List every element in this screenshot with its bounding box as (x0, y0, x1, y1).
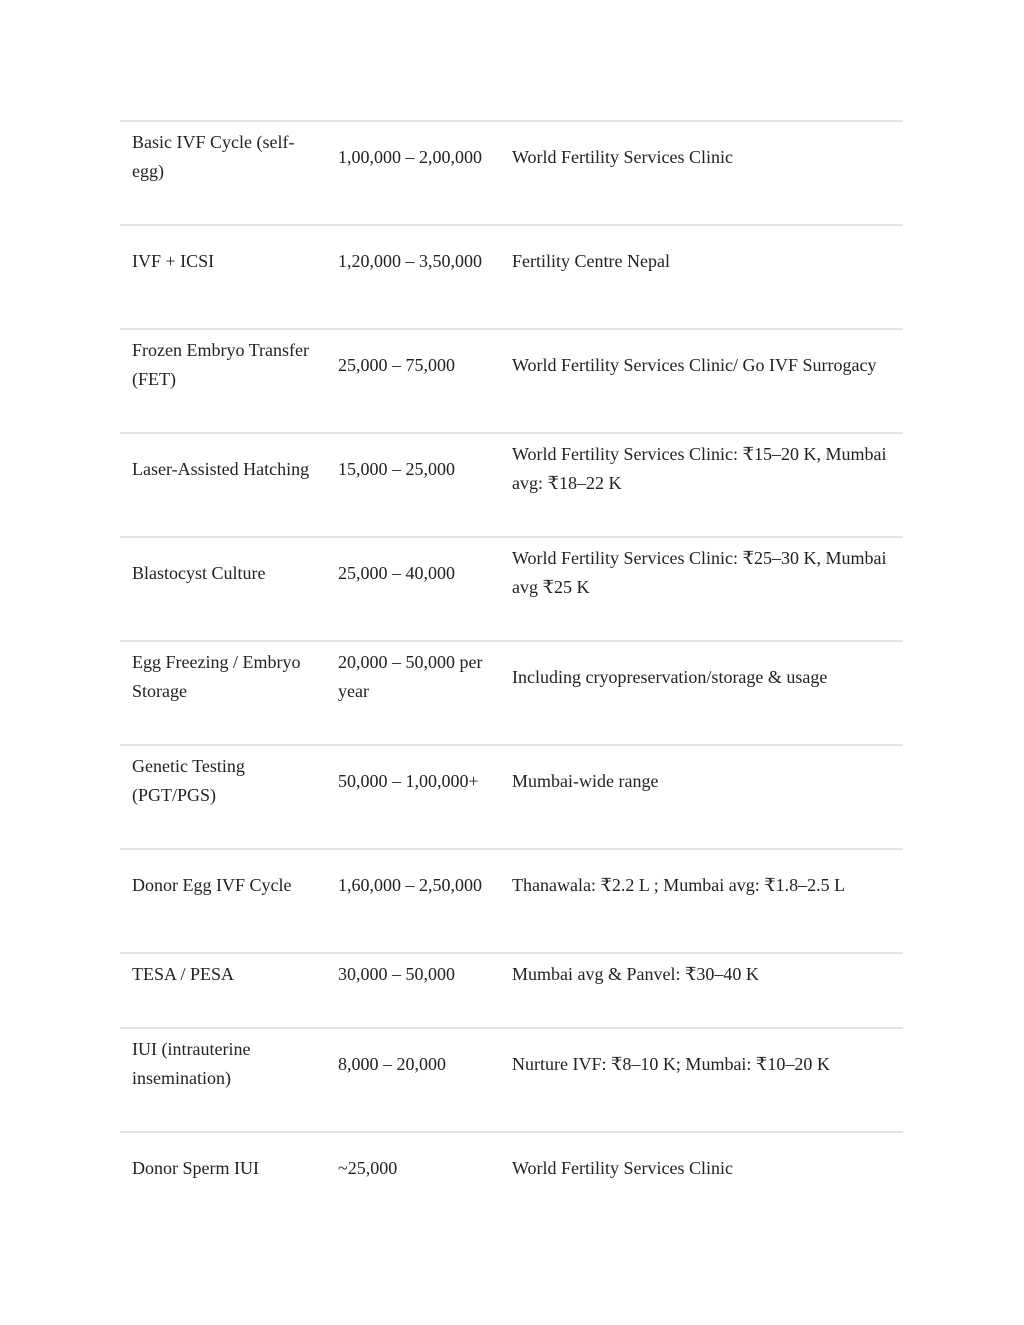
table-row (120, 745, 903, 849)
cost-cell: 15,000 – 25,000 (338, 458, 455, 479)
table-row (120, 953, 903, 1028)
treatment-cell: IVF + ICSI (132, 250, 215, 271)
table-row (120, 641, 903, 745)
table-row (120, 225, 903, 329)
cost-cell: 50,000 – 1,00,000+ (338, 770, 479, 791)
source-cell: Mumbai-wide range (512, 770, 659, 791)
cost-cell: 20,000 – 50,000 per year (338, 652, 483, 701)
treatment-cell: Laser-Assisted Hatching (132, 458, 310, 479)
source-cell: Including cryopreservation/storage & usage (512, 666, 828, 687)
cost-cell: 1,20,000 – 3,50,000 (338, 250, 482, 271)
treatment-cell: Egg Freezing / Embryo Storage (132, 652, 301, 701)
ivf-cost-table (120, 120, 903, 1236)
source-cell: World Fertility Services Clinic/ Go IVF Surrogacy (512, 354, 877, 375)
treatment-cell: IUI (intrauterine insemination) (132, 1039, 251, 1088)
cost-cell: 25,000 – 75,000 (338, 354, 455, 375)
treatment-cell: TESA / PESA (132, 964, 235, 984)
cost-cell: 25,000 – 40,000 (338, 562, 455, 583)
cost-cell: 30,000 – 50,000 (338, 964, 455, 984)
cost-cell: 1,60,000 – 2,50,000 (338, 874, 482, 895)
source-cell: Nurture IVF: ₹8–10 K; Mumbai: ₹10–20 K (512, 1053, 830, 1074)
treatment-cell: Basic IVF Cycle (self-egg) (132, 132, 295, 181)
table-row (120, 121, 903, 225)
source-cell: Thanawala: ₹2.2 L ; Mumbai avg: ₹1.8–2.5 L (512, 874, 846, 895)
treatment-cell: Blastocyst Culture (132, 562, 266, 583)
cost-cell: 8,000 – 20,000 (338, 1053, 446, 1074)
source-cell: World Fertility Services Clinic (512, 1158, 734, 1178)
source-cell: Fertility Centre Nepal (512, 250, 670, 271)
treatment-cell: Donor Sperm IUI (132, 1158, 259, 1178)
cost-cell: ~25,000 (338, 1158, 398, 1178)
cost-cell: 1,00,000 – 2,00,000 (338, 146, 482, 167)
source-cell: World Fertility Services Clinic (512, 146, 734, 167)
table-row (120, 329, 903, 433)
table-row (120, 849, 903, 953)
treatment-cell: Genetic Testing (PGT/PGS) (132, 756, 245, 805)
table-row (120, 1132, 903, 1236)
table-row (120, 1028, 903, 1132)
treatment-cell: Donor Egg IVF Cycle (132, 874, 292, 895)
source-cell: Mumbai avg & Panvel: ₹30–40 K (512, 964, 759, 984)
source-cell: World Fertility Services Clinic: ₹15–20 K, Mumbai avg: ₹18–22 K (512, 444, 887, 493)
table-row (120, 537, 903, 641)
table-row (120, 433, 903, 537)
treatment-cell: Frozen Embryo Transfer (FET) (132, 340, 309, 389)
source-cell: World Fertility Services Clinic: ₹25–30 K, Mumbai avg ₹25 K (512, 548, 887, 597)
